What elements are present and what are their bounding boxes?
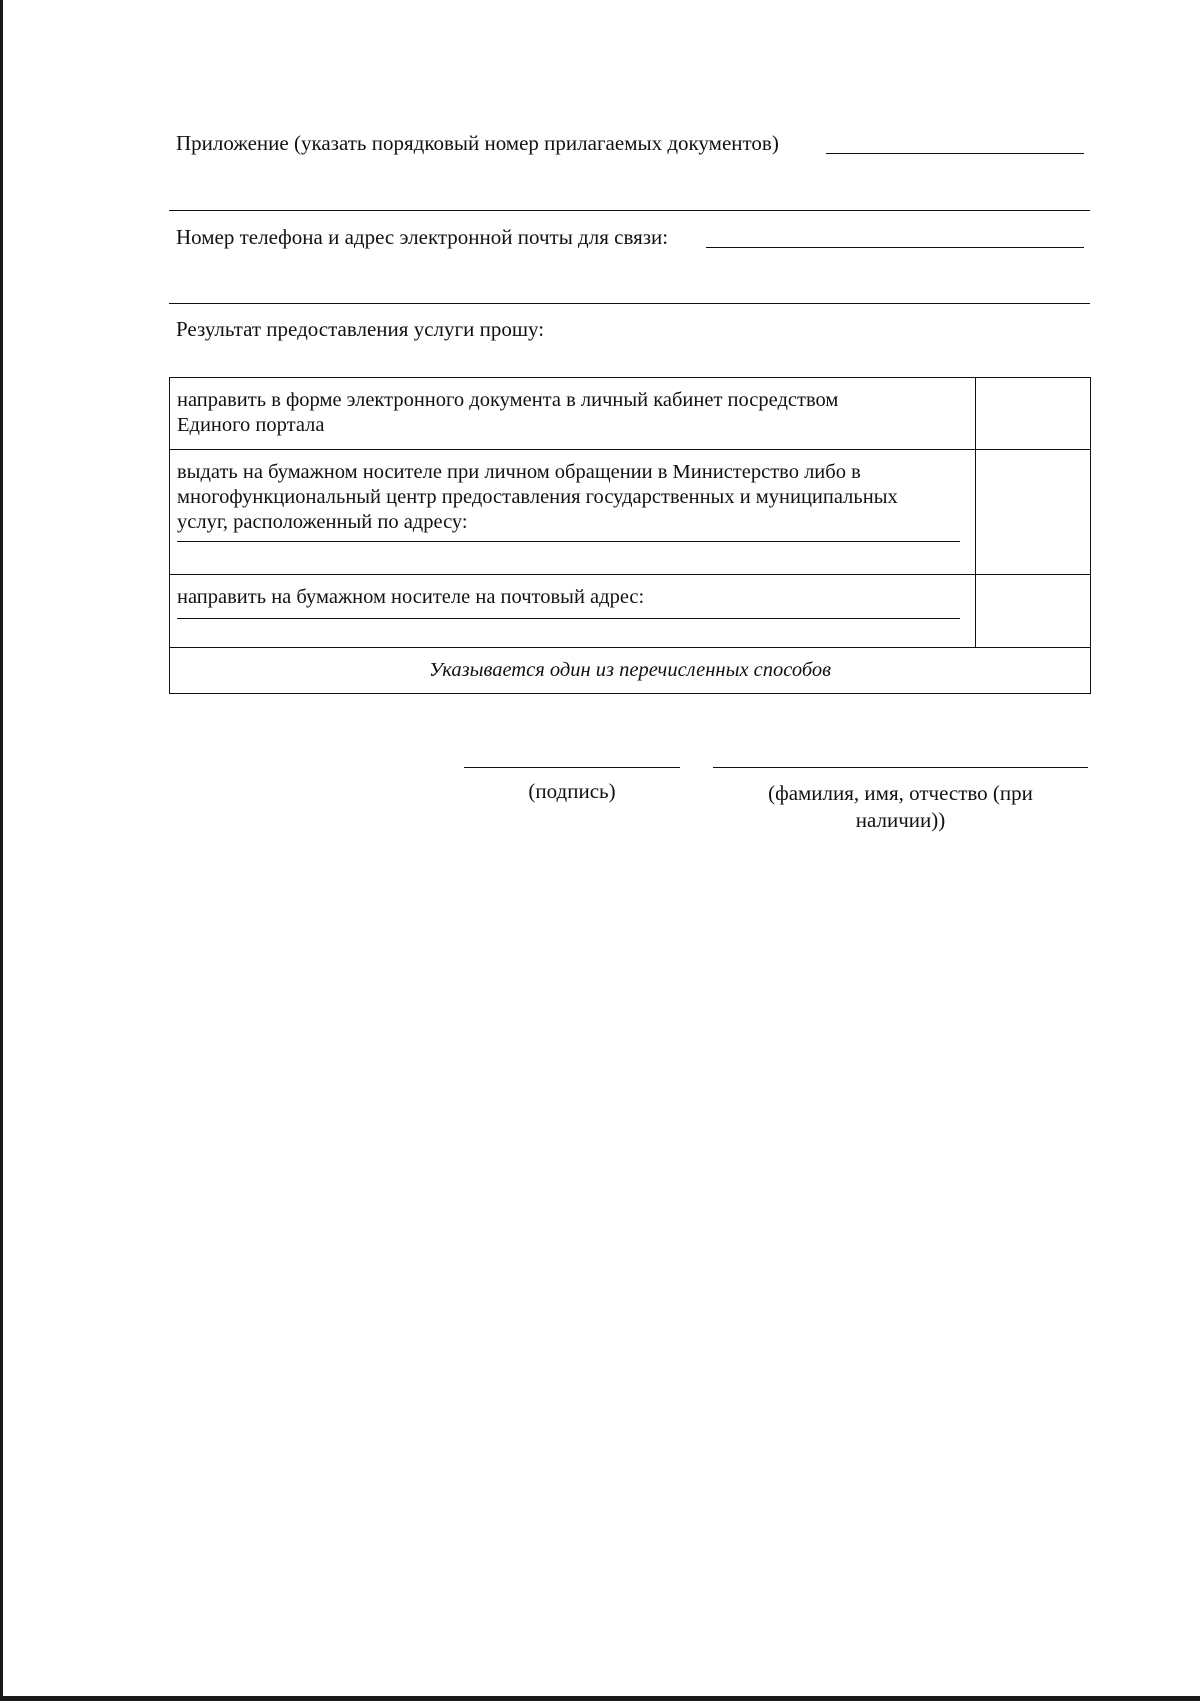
option-text: направить на бумажном носителе на почтовый адрес: xyxy=(177,586,645,608)
option-text-cell xyxy=(170,450,976,575)
option-checkbox[interactable] xyxy=(976,450,1091,575)
full-name-line[interactable] xyxy=(713,767,1088,768)
note-row xyxy=(170,648,1091,694)
delivery-options-table xyxy=(169,377,1091,694)
result-label: Результат предоставления услуги прошу: xyxy=(176,317,545,341)
option-row xyxy=(170,575,1091,648)
option-text: направить в форме электронного документа в личный кабинет посредством Единого портала xyxy=(177,389,839,436)
attachment-fill-line[interactable] xyxy=(826,153,1084,154)
option-text: выдать на бумажном носителе при личном обращении в Министерство либо в многофункциональный центр предоставления государственных и муниципальных услуг, расположенный по адресу: xyxy=(177,461,898,533)
option-row xyxy=(170,450,1091,575)
contact-fill-line[interactable] xyxy=(706,247,1084,248)
contact-label: Номер телефона и адрес электронной почты для связи: xyxy=(176,225,669,249)
contact-continuation-line[interactable] xyxy=(169,303,1090,304)
option-text-cell xyxy=(170,378,976,450)
option-checkbox[interactable] xyxy=(976,378,1091,450)
postal-address-fill-line[interactable] xyxy=(177,618,960,619)
option-text-cell xyxy=(170,575,976,648)
signature-caption: (подпись) xyxy=(528,779,616,803)
signature-line[interactable] xyxy=(464,767,680,768)
attachment-continuation-line[interactable] xyxy=(169,210,1090,211)
scan-border-left xyxy=(0,0,3,1701)
full-name-caption: (фамилия, имя, отчество (при наличии)) xyxy=(768,781,1033,832)
scan-border-bottom xyxy=(0,1696,1200,1701)
address-fill-line[interactable] xyxy=(177,541,960,542)
options-note: Указывается один из перечисленных способов xyxy=(170,648,1091,694)
option-row xyxy=(170,378,1091,450)
attachment-label: Приложение (указать порядковый номер прилагаемых документов) xyxy=(176,131,779,155)
option-checkbox[interactable] xyxy=(976,575,1091,648)
